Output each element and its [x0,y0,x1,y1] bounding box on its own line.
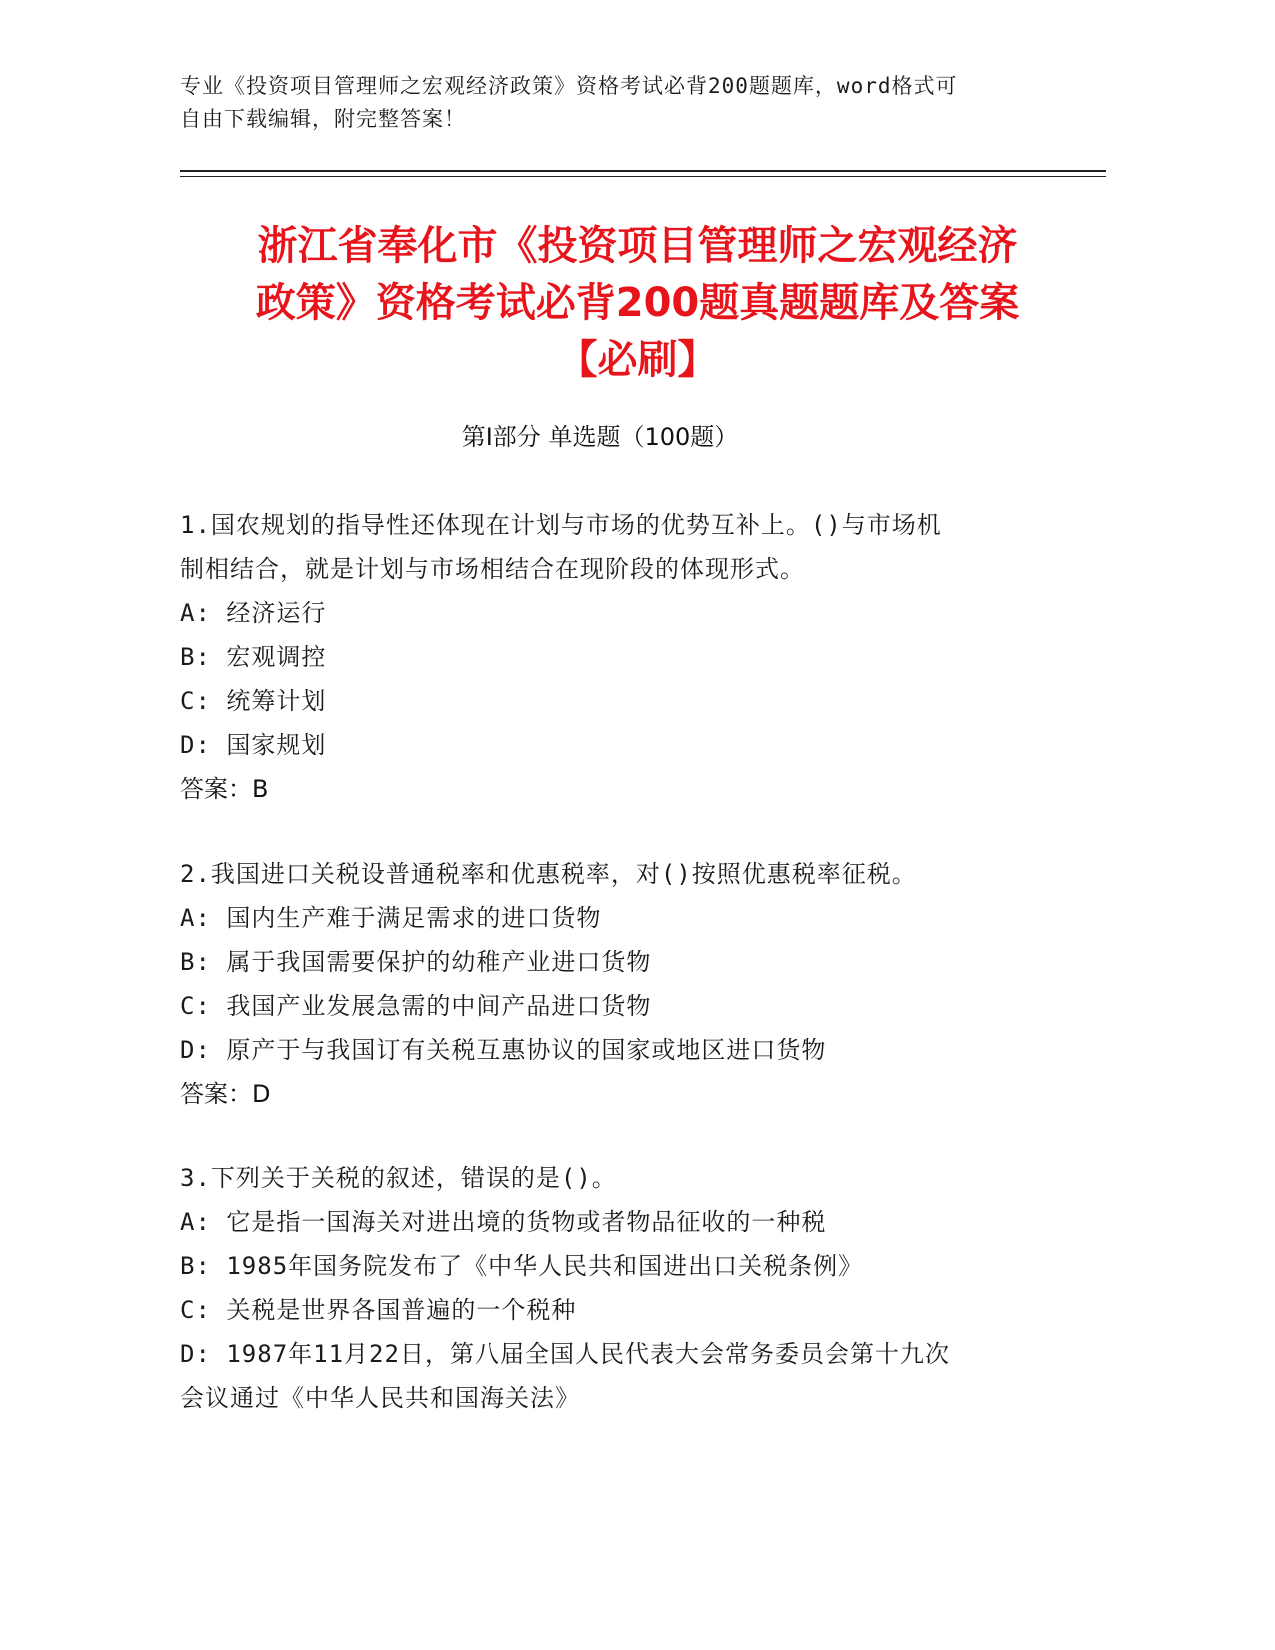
option-c: C: 我国产业发展急需的中间产品进口货物 [180,992,652,1020]
question-stem: 3.下列关于关税的叙述，错误的是()。 [180,1164,617,1192]
option-b: B: 1985年国务院发布了《中华人民共和国进出口关税条例》 [180,1252,864,1280]
question-stem: 1.国农规划的指导性还体现在计划与市场的优势互补上。()与市场机 [180,511,942,539]
answer: 答案：D [180,1080,271,1108]
question-3 [180,1156,1060,1420]
option-a: A: 它是指一国海关对进出境的货物或者物品征收的一种税 [180,1208,827,1236]
option-b: B: 宏观调控 [180,643,327,671]
option-d: D: 原产于与我国订有关税互惠协议的国家或地区进口货物 [180,1036,827,1064]
option-c: C: 统筹计划 [180,687,327,715]
document-title [150,218,1125,389]
header-note-line-1: 专业《投资项目管理师之宏观经济政策》资格考试必背200题题库，word格式可 [180,74,958,98]
header-divider-thin [180,176,1106,177]
document-title-line-1: 浙江省奉化市《投资项目管理师之宏观经济 [257,223,1018,269]
option-a: A: 国内生产难于满足需求的进口货物 [180,904,602,932]
header-note-line-2: 自由下载编辑，附完整答案！ [180,107,466,131]
option-d: D: 国家规划 [180,731,327,759]
document-title-line-2: 政策》资格考试必背200题真题题库及答案 [255,280,1020,326]
question-2 [180,852,1060,1116]
option-d-cont: 会议通过《中华人民共和国海关法》 [180,1384,580,1412]
question-stem-cont: 制相结合，就是计划与市场相结合在现阶段的体现形式。 [180,555,805,583]
section-title: 第Ⅰ部分 单选题（100题） [461,423,739,451]
document-title-line-3: 【必刷】 [557,337,718,383]
header-divider-thick [180,170,1106,172]
header-note [180,70,1100,136]
option-c: C: 关税是世界各国普遍的一个税种 [180,1296,577,1324]
question-stem: 2.我国进口关税设普通税率和优惠税率，对()按照优惠税率征税。 [180,860,917,888]
answer: 答案：B [180,775,269,803]
option-b: B: 属于我国需要保护的幼稚产业进口货物 [180,948,652,976]
question-1 [180,503,1060,811]
option-a: A: 经济运行 [180,599,327,627]
option-d: D: 1987年11月22日，第八届全国人民代表大会常务委员会第十九次 [180,1340,950,1368]
